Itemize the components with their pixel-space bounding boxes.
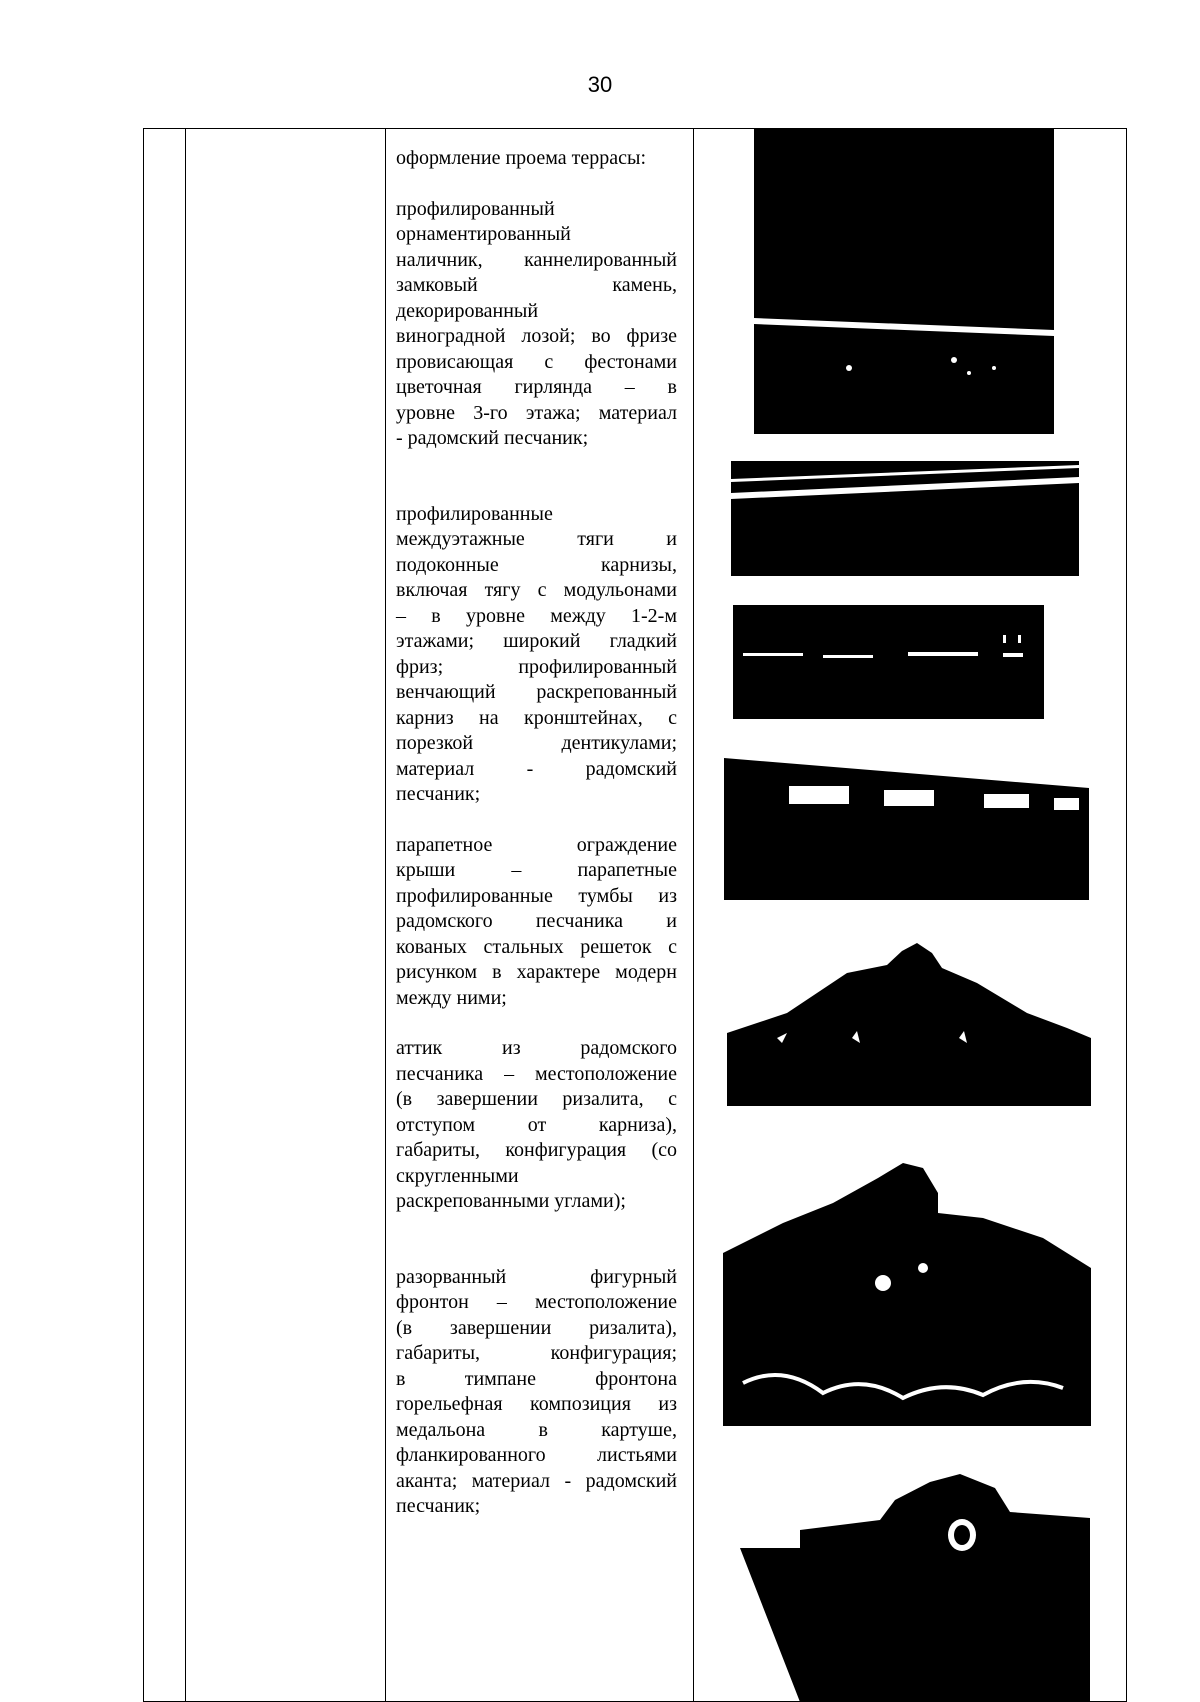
text-line: габариты, конфигурация (со [396, 1139, 677, 1161]
text-line: фронтон – местоположение [396, 1291, 677, 1313]
text-line: профилированный [396, 197, 555, 220]
text-line: фланкированного листьями [396, 1444, 677, 1466]
text-line: виноградной лозой; во фризе [396, 325, 677, 347]
text-line: фриз; профилированный [396, 655, 677, 678]
text-line: порезкой дентикулами; [396, 732, 677, 754]
text-line: парапетное ограждение [396, 833, 677, 856]
text-line: габариты, конфигурация; [396, 1342, 677, 1364]
text-line: аканта; материал - радомский [396, 1469, 677, 1492]
text-line: орнаментированный [396, 223, 571, 245]
text-line: рисунком в характере модерн [396, 961, 677, 983]
text-line: медальона в картуше, [396, 1418, 677, 1441]
photo-facade-top [740, 1460, 1090, 1702]
photo-cornice-band [731, 461, 1079, 576]
paragraph-attic [396, 1036, 677, 1215]
text-line: радомского песчаника и [396, 910, 677, 932]
text-line: междуэтажные тяги и [396, 528, 677, 550]
column-divider-3 [693, 129, 694, 1701]
text-line: включая тягу с модульонами [396, 579, 677, 601]
text-line: песчаник; [396, 783, 481, 805]
paragraph-terrace-heading [396, 146, 677, 172]
text-line: песчаник; [396, 1495, 481, 1517]
column-divider-1 [185, 129, 186, 1701]
text-line: скругленными [396, 1164, 519, 1187]
text-line: материал - радомский [396, 757, 677, 780]
column-divider-2 [385, 129, 386, 1701]
text-line: горельефная композиция из [396, 1393, 677, 1415]
text-line: раскрепованными углами); [396, 1190, 626, 1212]
text-line: этажами; широкий гладкий [396, 630, 677, 652]
text-line: замковый камень, [396, 274, 677, 296]
text-line: – в уровне между 1-2-м [396, 604, 677, 627]
paragraph-terrace-details [396, 197, 677, 452]
text-line: венчающий раскрепованный [396, 681, 677, 703]
photo-frieze-band [733, 605, 1044, 719]
text-line: - радомский песчаник; [396, 427, 589, 449]
text-line: профилированные [396, 502, 553, 525]
photo-terrace-opening [754, 128, 1054, 434]
text-line: аттик из радомского [396, 1037, 677, 1059]
text-line: между ними; [396, 986, 507, 1009]
description-column [396, 146, 677, 1520]
text-line: разорванный фигурный [396, 1265, 677, 1288]
text-line: уровне 3-го этажа; материал [396, 401, 677, 424]
photo-attic [727, 943, 1091, 1106]
text-line: оформление проема террасы: [396, 147, 647, 169]
text-line: провисающая с фестонами [396, 350, 677, 373]
paragraph-cornices [396, 502, 677, 808]
text-line: профилированные тумбы из [396, 884, 677, 907]
paragraph-parapet [396, 833, 677, 1012]
text-line: крыши – парапетные [396, 859, 677, 881]
text-line: наличник, каннелированный [396, 248, 677, 271]
text-line: отступом от карниза), [396, 1113, 677, 1136]
text-line: кованых стальных решеток с [396, 935, 677, 958]
photo-parapet [724, 758, 1089, 900]
text-line: карниз на кронштейнах, с [396, 706, 677, 729]
text-line: декорированный [396, 299, 539, 322]
text-line: цветочная гирлянда – в [396, 376, 677, 398]
text-line: (в завершении ризалита, с [396, 1088, 677, 1110]
text-line: (в завершении ризалита), [396, 1316, 677, 1339]
page-number: 30 [587, 72, 613, 97]
photo-pediment [723, 1163, 1091, 1426]
text-line: подоконные карнизы, [396, 553, 677, 576]
paragraph-pediment [396, 1265, 677, 1520]
text-line: в тимпане фронтона [396, 1367, 677, 1390]
text-line: песчаника – местоположение [396, 1062, 677, 1085]
